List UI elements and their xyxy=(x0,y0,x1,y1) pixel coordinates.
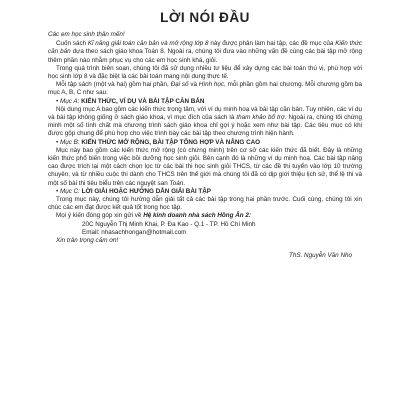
text-run: . Ngoài ra, chúng tôi chứng minh một số tính chất mà chương trình sách giáo khoa chỉ gợi ý hoặc xem như bài tập. Các tiêu mục có khi được gộp chung để phù hợp cho việc trình bày các bài tập theo chương trình hiện hành. xyxy=(48,114,363,138)
section-b-heading xyxy=(48,139,362,147)
paragraph-intro xyxy=(48,40,362,65)
closing-line: Xin trân trọng cảm ơn! xyxy=(56,237,119,245)
text-run-italic: tham khảo bổ trợ xyxy=(236,114,285,122)
paragraph-structure xyxy=(48,81,362,97)
address-line: 20C Nguyễn Thị Minh Khai, P. Đa Kao - Q.1 - TP. Hồ Chí Minh xyxy=(82,220,256,228)
section-a-heading xyxy=(48,98,362,106)
text-run-italic: Hình học xyxy=(198,81,225,89)
paragraph-section-a xyxy=(48,106,362,139)
section-c-heading xyxy=(48,188,362,196)
paragraph-section-b xyxy=(48,147,362,188)
section-tag: • Mục A: xyxy=(56,97,80,105)
text-run-italic: Kiến thức căn bản xyxy=(48,40,362,56)
paragraph-contact xyxy=(48,212,362,220)
text-run-italic: Toán xyxy=(169,179,184,187)
text-run: và xyxy=(188,81,199,89)
text-run: Nội dung mục A bao gồm các kiến thức trọng tâm, với ví dụ minh hoạ và bài tập căn bản. Tuy nhiên, các ví dụ và bài tập không giống ở sách giáo khoa, vì mục đích của sách là xyxy=(48,105,362,122)
greeting: Các em học sinh thân mến! xyxy=(48,31,125,38)
address-block xyxy=(82,221,362,238)
paragraph-section-c: Trong mục này, chúng tôi hướng dẫn giải tất cả các bài tập trong hai phần trước. Cuối cùng, chúng tôi xin chúc các em đạt được kết quả tốt trong học tập. xyxy=(48,196,362,212)
section-title: KIẾN THỨC, VÍ DỤ VÀ BÀI TẬP CĂN BẢN xyxy=(81,97,205,105)
section-title: KIẾN THỨC MỞ RỘNG, BÀI TẬP TỔNG HỢP VÀ NÂNG CAO xyxy=(81,138,261,146)
text-run: này được phân làm hai tập, các đề mục của xyxy=(208,40,336,48)
text-run: , mỗi phần gồm hai chương. Mỗi chương gồm ba mục A, B, C như sau: xyxy=(48,81,362,97)
text-run: Mỗi tập sách (một và hai) gồm hai phần, xyxy=(56,81,171,89)
text-run: dựa theo sách giáo khoa Toán 8. Ngoài ra, chúng tôi đưa vào những vấn đề cùng các bài tập mở rộng thêm phần nào nhằm phục vụ cho các em học sinh khá, giỏi. xyxy=(48,48,362,64)
text-run: Cuốn sách xyxy=(56,40,88,48)
section-title: LỜI GIẢI HOẶC HƯỚNG DẪN GIẢI BÀI TẬP xyxy=(81,187,211,195)
text-run: . xyxy=(183,179,185,187)
publisher-name: Hệ kinh doanh nhà sách Hồng Ân 2: xyxy=(143,212,251,220)
section-tag: • Mục B: xyxy=(56,138,80,146)
page-title: LỜI NÓI ĐẦU xyxy=(160,10,250,25)
text-run-italic: Đại số xyxy=(170,81,189,89)
text-run: Mọi ý kiến đóng góp xin gửi về xyxy=(56,212,144,220)
email-line: Email: nhasachhongan@hotmail.com xyxy=(82,229,187,237)
book-title: Kĩ năng giải toán căn bản và mở rộng lớp 8 xyxy=(87,40,209,48)
paragraph-compilation: Trong quá trình biên soạn, chúng tôi đã sử dụng nhiều tư liệu để xây dựng các bài toán thú vị, phù hợp với học sinh lớp 8 và đặc biệt là các bài toán mang nội dung thực tế. xyxy=(48,64,362,81)
signature: ThS. Nguyễn Văn Nho xyxy=(288,251,352,259)
text-run: Mục này bao gồm các kiến thức mở rộng (có chứng minh) trên cơ sở các kiến thức đã biết. Đây là những kiến thức phổ biến trong việc bồi dưỡng học sinh giỏi. Bên cạnh đó là những ví dụ minh hoạ. Các bài tập nâng cao được trích lại một cách chọn lọc từ các bài thi học sinh giỏi THCS, từ các đề thi tuyển vào lớp 10 trường chuyên, và từ nhiều cuộc thi dành cho THCS trên thế giới mà chúng tôi đã có dịp giới thiệu lịch sử, thể lệ thi và một số bài thi tiêu biểu trên các nguyệt san xyxy=(48,146,362,187)
section-tag: • Mục C: xyxy=(56,187,80,195)
